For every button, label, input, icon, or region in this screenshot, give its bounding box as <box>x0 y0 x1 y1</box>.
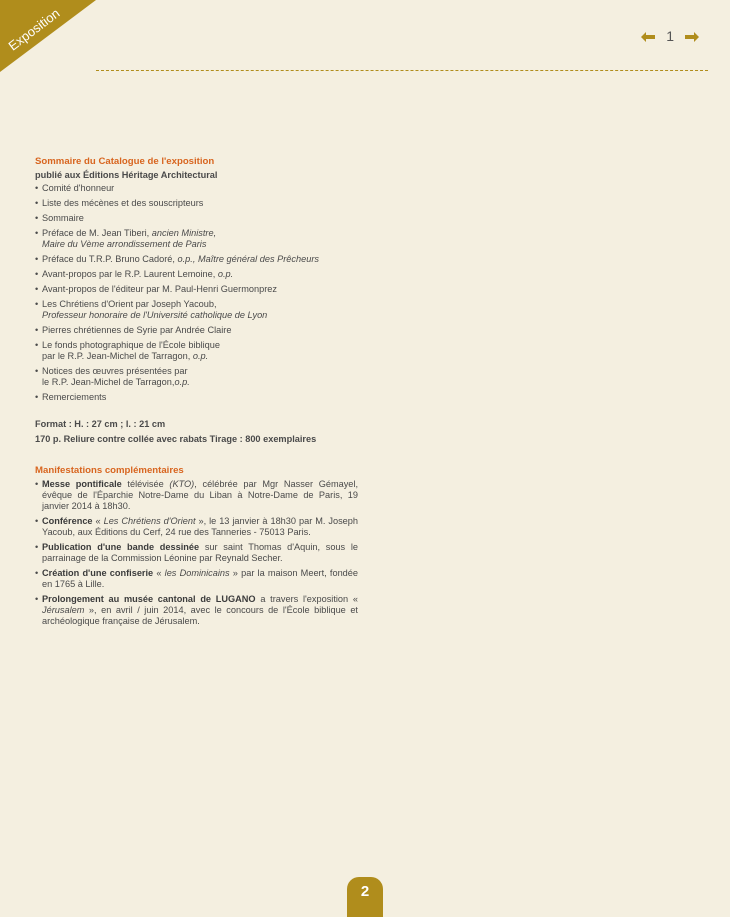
list-item: • Préface de M. Jean Tiberi, ancien Ministre, Maire du Vème arrondissement de Paris <box>35 228 358 250</box>
top-divider <box>96 70 708 71</box>
page-navigation <box>640 28 700 44</box>
manifestations-heading: Manifestations complémentaires <box>35 465 184 476</box>
list-item: • Remerciements <box>35 392 358 403</box>
list-item: • Création d'une confiserie « les Dominicains » par la maison Meert, fondée en 1765 à Lille. <box>35 568 358 590</box>
page-indicator: 1 <box>666 28 674 44</box>
main-content <box>35 156 358 631</box>
next-page-icon[interactable] <box>684 30 700 42</box>
catalogue-heading: Sommaire du Catalogue de l'exposition <box>35 156 215 167</box>
manifestations-list <box>35 479 358 627</box>
list-item: • Le fonds photographique de l'École biblique par le R.P. Jean-Michel de Tarragon, o.p. <box>35 340 358 362</box>
catalogue-list <box>35 183 358 403</box>
list-item: • Comité d'honneur <box>35 183 358 194</box>
manifestations-section <box>35 465 358 627</box>
list-item: • Publication d'une bande dessinée sur saint Thomas d'Aquin, sous le parrainage de la Commission Léonine par Reynald Secher. <box>35 542 358 564</box>
format-info <box>35 419 358 445</box>
list-item: • Les Chrétiens d'Orient par Joseph Yacoub, Professeur honoraire de l'Université catholique de Lyon <box>35 299 358 321</box>
list-item: • Préface du T.R.P. Bruno Cadoré, o.p., Maître général des Prêcheurs <box>35 254 358 265</box>
list-item: • Prolongement au musée cantonal de LUGANO a travers l'exposition « Jérusalem », en avril / juin 2014, avec le concours de l'École biblique et archéologique française de Jérusalem. <box>35 594 358 627</box>
list-item: • Notices des œuvres présentées par le R.P. Jean-Michel de Tarragon,o.p. <box>35 366 358 388</box>
section-label: Exposition <box>5 5 63 54</box>
list-item: • Messe pontificale télévisée (KTO), célébrée par Mgr Nasser Gémayel, évêque de l'Éparchie Notre-Dame du Liban à Notre-Dame de Paris, 19 janvier 2014 à 18h30. <box>35 479 358 512</box>
catalogue-subheading: publié aux Éditions Héritage Architectural <box>35 170 218 180</box>
format-details: 170 p. Reliure contre collée avec rabats Tirage : 800 exemplaires <box>35 434 317 444</box>
list-item: • Pierres chrétiennes de Syrie par Andrée Claire <box>35 325 358 336</box>
list-item: • Conférence « Les Chrétiens d'Orient », le 13 janvier à 18h30 par M. Joseph Yacoub, aux Éditions du Cerf, 24 rue des Tanneries - 75013 Paris. <box>35 516 358 538</box>
list-item: • Liste des mécènes et des souscripteurs <box>35 198 358 209</box>
page-number-badge: 2 <box>347 877 383 917</box>
prev-page-icon[interactable] <box>640 30 656 42</box>
list-item: • Avant-propos par le R.P. Laurent Lemoine, o.p. <box>35 269 358 280</box>
list-item: • Sommaire <box>35 213 358 224</box>
list-item: • Avant-propos de l'éditeur par M. Paul-Henri Guermonprez <box>35 284 358 295</box>
format-dimensions: Format : H. : 27 cm ; l. : 21 cm <box>35 419 166 429</box>
